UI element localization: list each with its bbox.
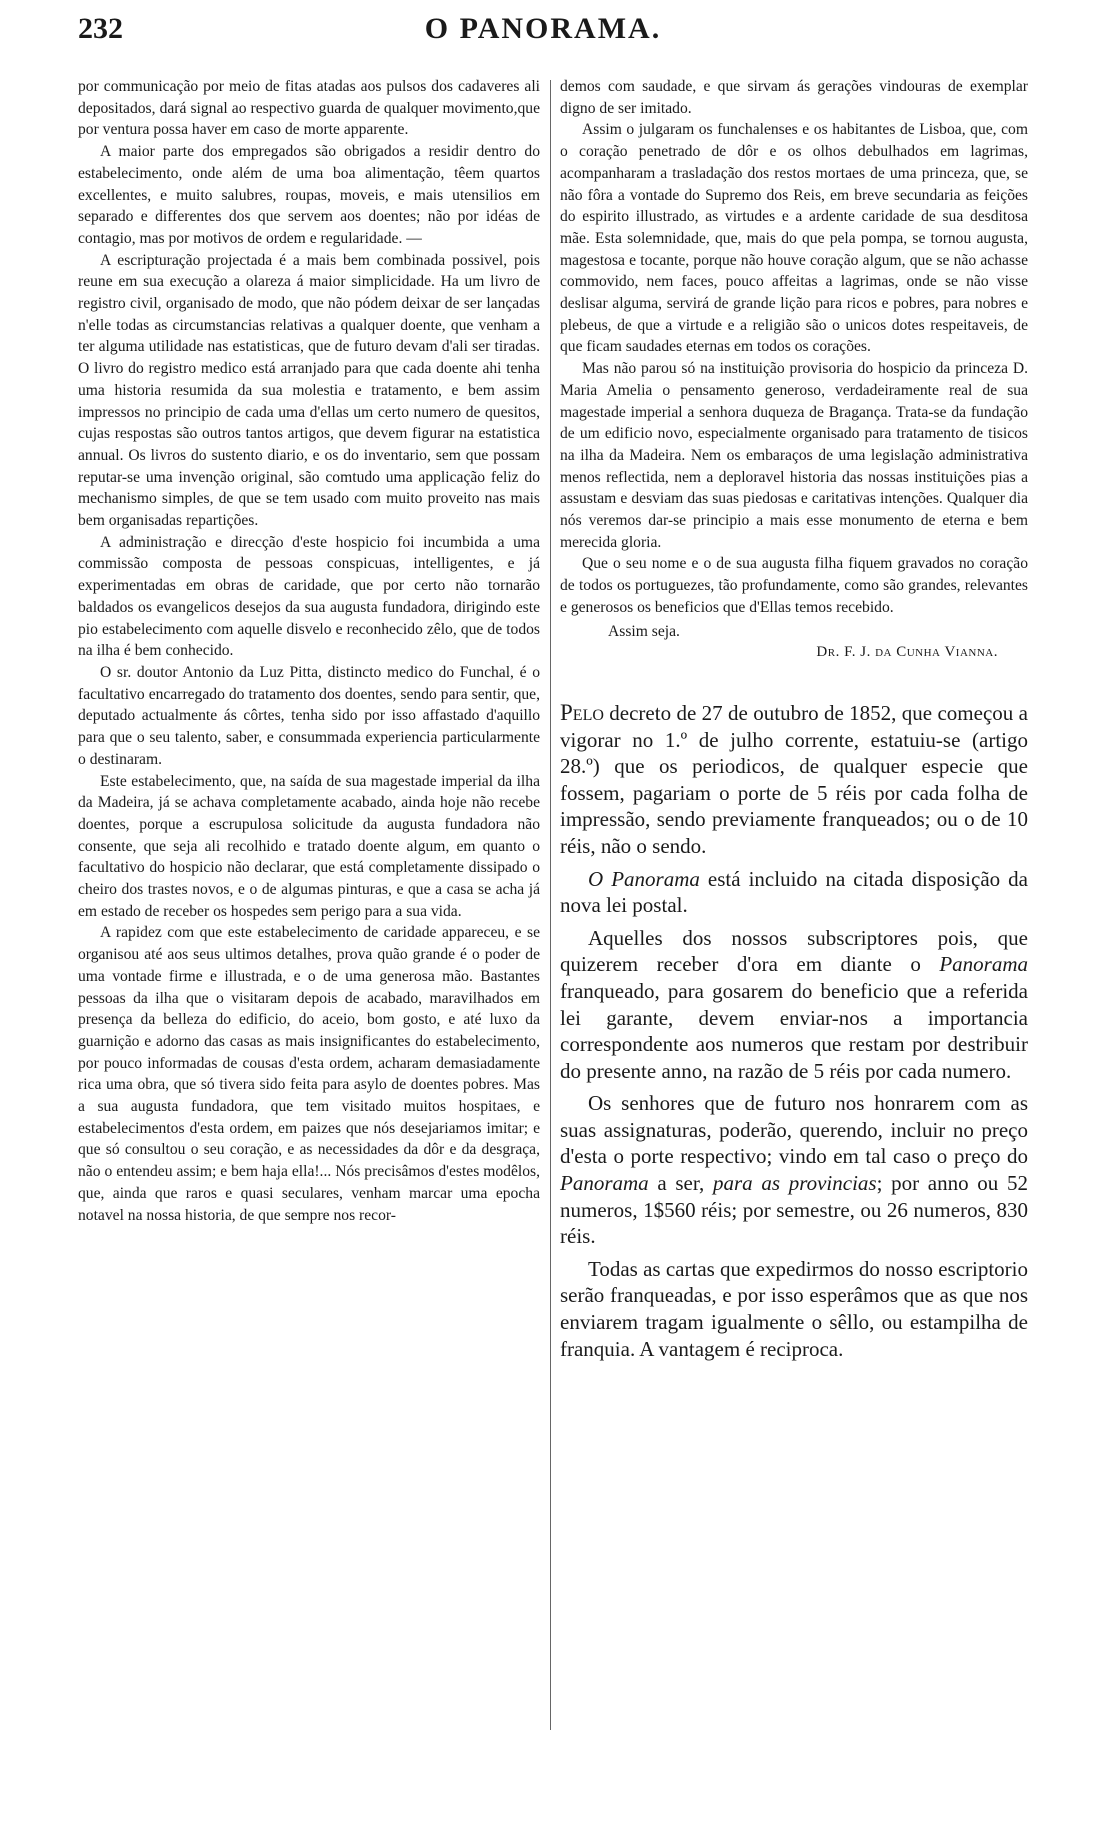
postal-notice (560, 700, 1028, 1362)
publication-title: Panorama (939, 952, 1028, 977)
paragraph: por communicação por meio de fitas atadas aos pulsos dos cadaveres ali depositados, dará signal ao respectivo guarda de qualquer movimento,que por ventura possa haver em caso de morte apparente. (78, 78, 540, 139)
page-header (78, 8, 1008, 52)
notice-paragraph (560, 866, 1028, 919)
paragraph: A rapidez com que este estabelecimento de caridade appareceu, e se organisou até aos seus ultimos detalhes, prova quão grande é o poder de uma vontade firme e illustrada, e o de uma generosa mão. Bastantes pessoas da ilha que o visitaram depois de acabado, maravilhados em presença da belleza do edificio, do aceio, bom gosto, e até luxo da guarnição e adorno das casas as mais insignificantes do estabelecimento, por pouco informadas de cousas d'esta ordem, acharam demasiadamente rica uma obra, que só tivera sido feita para asylo de doentes pobres. Mas a sua augusta fundadora, que tem visitado muitos hospitaes, e estabelecimentos d'esta ordem, em paizes que nós desejariamos imitar; e que só consultou o seu coração, e as necessidades da dôr e da desgraça, não o entendeu assim; e bem haja ella!... Nós precisâmos d'estes modêlos, que, ainda que raros e quasi seculares, venham marcar uma epocha notavel na nossa historia, de que sempre nos recor- (78, 924, 540, 1224)
notice-text: Aquelles dos nossos subscriptores pois, que quizerem receber d'ora em diante o (560, 925, 1028, 977)
paragraph: Assim o julgaram os funchalenses e os habitantes de Lisboa, que, com o coração penetrado de dôr e os olhos debulhados em lagrimas, acompanharam a trasladação dos restos mortaes de uma princeza, que, se não fôra a vontade do Supremo dos Reis, em breve secundaria as feições do espirito illustrado, as virtudes e a ardente caridade de sua desditosa mãe. Esta solemnidade, que, mais do que pela pompa, se tornou augusta, magestosa e tocante, porque não houve coração algum, que se não achasse commovido, nem faces, pouco affeitas a lagrimas, onde se não visse deslisar alguma, servirá de grande lição para ricos e pobres, para nobres e plebeus, de que a virtude e a religião são o unicos dotes respeitaveis, de que ficam saudades eternas em todos os corações. (560, 121, 1028, 356)
left-column (78, 76, 540, 1226)
notice-paragraph (560, 700, 1028, 860)
masthead-title: O PANORAMA. (424, 12, 662, 45)
notice-text: está incluido na citada disposição da nova lei postal. (560, 866, 1028, 918)
notice-text: Os senhores que de futuro nos honrarem com as suas assignaturas, poderão, querendo, incluir no preço d'esta o porte respectivo; vindo em tal caso o preço do (560, 1091, 1028, 1169)
paragraph: Mas não parou só na instituição provisoria do hospicio da princeza D. Maria Amelia o pensamento generoso, verdadeiramente real de sua magestade imperial a senhora duqueza de Bragança. Trata-se da fundação de um edificio novo, especialmente organisado para tratamento de tisicos na ilha da Madeira. Nem os embaraços de uma legislação administrativa menos reflectida, nem a deploravel historia das nossas instituições pias a assustam e desviam das suas piedosas e caritativas intenções. Qualquer dia nós veremos dar-se principio a mais esse monumento de eterna e bem merecida gloria. (560, 360, 1028, 551)
notice-emphasis: para as provincias (712, 1171, 877, 1196)
paragraph: O sr. doutor Antonio da Luz Pitta, distincto medico do Funchal, é o facultativo encarregado do tratamento dos doentes, sendo para sentir, que, deputado actualmente ás côrtes, tenha sido por isso affastado d'aquillo para que o seu talento, saber, e consummada experiencia particularmente o destinaram. (78, 663, 540, 768)
paragraph: Que o seu nome e o de sua augusta filha fiquem gravados no coração de todos os portuguezes, tão profundamente, como são grandes, relevantes e generosos os beneficios que d'Ellas temos recebido. (560, 555, 1028, 616)
notice-text: decreto de 27 de outubro de 1852, que começou a vigorar no 1.º de julho corrente, estatuiu-se (artigo 28.º) que os periodicos, de qualquer especie que fossem, pagariam o porte de 5 réis por cada folha de impressão, sendo previamente franqueados; ou o de 10 réis, não o sendo. (560, 700, 1028, 858)
notice-paragraph (560, 1090, 1028, 1250)
signature-block (560, 621, 1028, 664)
notice-text: ; por anno ou 52 numeros, 1$560 réis; por semestre, ou 26 numeros, 830 réis. (560, 1171, 1028, 1249)
notice-text: a ser, (648, 1171, 713, 1196)
paragraph: demos com saudade, e que sirvam ás gerações vindouras de exemplar digno de ser imitado. (560, 78, 1028, 117)
right-column (560, 76, 1028, 1362)
paragraph: A administração e direcção d'este hospicio foi incumbida a uma commissão composta de pessoas conspicuas, intelligentes, e já experimentadas em obras de caridade, que por certo não tornarão baldados os evangelicos desejos da sua augusta fundadora, dirigindo este pio estabelecimento com aquelle disvelo e reconhecido zêlo, que de todos na ilha é bem conhecido. (78, 533, 540, 660)
paragraph: A escripturação projectada é a mais bem combinada possivel, pois reune em sua execução a olareza á maior simplicidade. Ha um livro de registro civil, organisado de modo, que não pódem deixar de ser lançadas n'elle todas as circumstancias relativas a qualquer doente, que venham a ter alguma utilidade nas estatisticas, que de futuro devam d'ali ser tiradas. O livro do registro medico está arranjado para que cada doente ahi tenha uma historia resumida da sua molestia e tratamento, e bem assim impressos no principio de cada uma d'ellas um certo numero de quesitos, cujas respostas são outros tantos artigos, que devem figurar na estatistica annual. Os livros do sustento diario, e os do inventario, sem que possam reputar-se uma invenção original, são comtudo uma applicação feliz do mechanismo simples, de que se tem usado com muito proveito nas mais bem organisadas repartições. (78, 251, 540, 530)
paragraph: Este estabelecimento, que, na saída de sua magestade imperial da ilha da Madeira, já se achava completamente acabado, ainda hoje não recebe doentes, porque a escrupulosa solicitude da augusta fundadora não consente, que seja ali recolhido e tratado doente algum, em quanto o facultativo do hospicio não declarar, que está completamente dissipado o cheiro dos trastes novos, e o de algumas pinturas, e que a casa se acha já em estado de receber os hospedes sem perigo para a sua vida. (78, 772, 540, 920)
notice-paragraph: Todas as cartas que expedirmos do nosso escriptorio serão franqueadas, e por isso esperâmos que as que nos enviarem tragam igualmente o sêllo, ou estampilha de franquia. A vantagem é reciproca. (560, 1256, 1029, 1361)
notice-paragraph (560, 925, 1028, 1085)
publication-title: Panorama (560, 1171, 649, 1196)
notice-text: franqueado, para gosarem do beneficio que a referida lei garante, devem enviar-nos a importancia correspondente aos numeros que restam por destribuir do presente anno, na razão de 5 réis por cada numero. (560, 978, 1028, 1083)
column-divider (550, 80, 551, 1730)
publication-title: O Panorama (588, 866, 700, 891)
page-number: 232 (78, 12, 123, 45)
author-signature: Dr. F. J. da Cunha Vianna. (816, 644, 998, 661)
closing-line: Assim seja. (608, 622, 680, 640)
paragraph: A maior parte dos empregados são obrigados a residir dentro do estabelecimento, onde além de uma boa alimentação, têem quartos excellentes, e muito salubres, roupas, moveis, e mais utensilios em separado e differentes dos que servem aos doentes; não por idéas de contagio, mas por motivos de ordem e regularidade. — (78, 143, 540, 247)
notice-lead-word: Pelo (560, 699, 604, 725)
